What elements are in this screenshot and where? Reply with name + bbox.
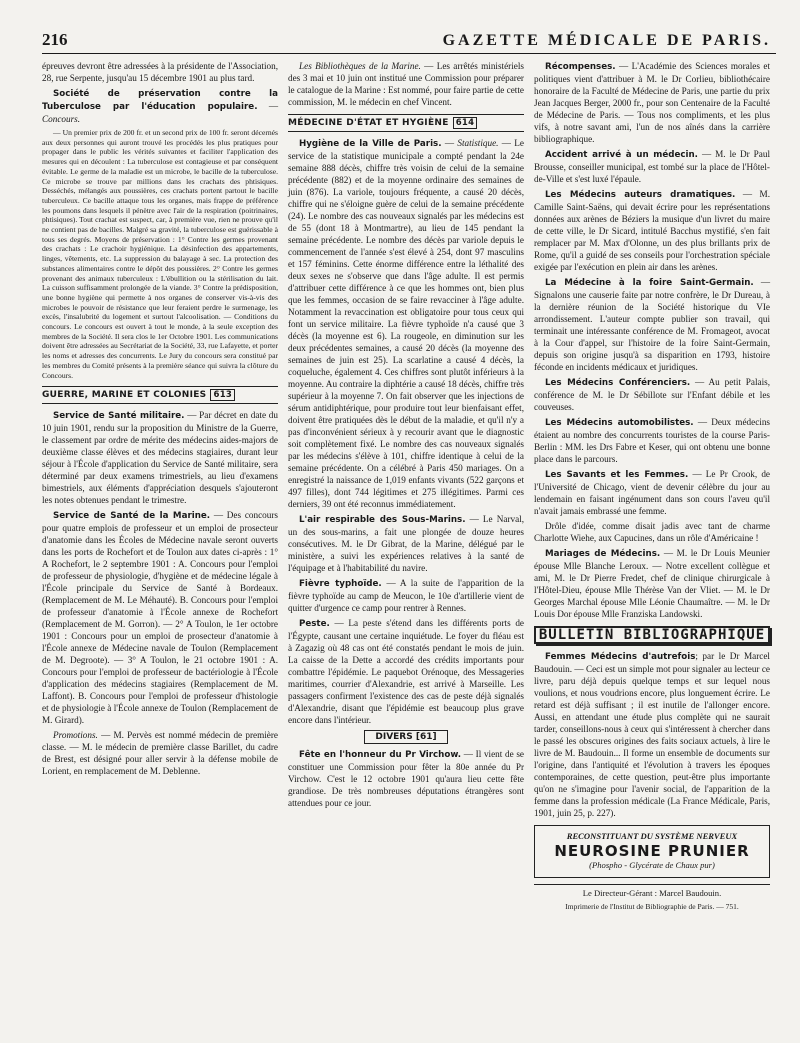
page-number: 216: [42, 30, 68, 49]
divers-label: DIVERS [61]: [364, 730, 447, 744]
article-body: — Un premier prix de 200 fr. et un second prix de 100 fr. seront décernés aux deux personnes qui auront trouvé les procédés les plus pratiques pour propager dans le public les vérités suivantes et faciliter l'application des mesures qui en découlent : La tuberculose est contagieuse et par conséquent évitable. Le germe de la maladie est un microbe, le bacille de la tuberculose. Ce microbe se trouve par millions dans les crachats des phtisiques. Desséchés, mélangés aux poussières, ces crachats portent partout le bacille tuberculeux. Ce bacille attaque tous les organes, mais frappe de préférence les poumons dans lesquels il pénètre avec l'air de la respiration (poitrinaires, phtisiques). Tout crachat est suspect, car, à première vue, rien ne prouve qu'il ne contient pas de bacilles. Malgré sa gravité, la tuberculose est guérissable à tous ses degrés. Moyens de préservation : 1° Contre les germes provenant des crachats : Le crachoir hygiénique. La désinfection des appartements, linges, vêtements, etc. La suppression du balayage à sec. La protection des substances alimentaires contre le dépôt des poussières. 2° Contre les germes provenant des animaux tuberculeux : L'ébullition ou la stérilisation du lait. La cuisson suffisamment prolongée de la viande. 3° Contre la prédisposition, une bonne hygiène qui permette à nos organes de conserver vis-à-vis des microbes le pouvoir de résistance que leur feraient perdre le surmenage, les excès, l'insalubrité du logement et surtout l'alcoolisation. — Conditions du concours. Le concours est ouvert à tout le monde, à la seule exception des membres de la Société. Il sera clos le 1er Octobre 1901. Les communications doivent être adressées au Secrétariat de la Société, 33, rue Lafayette, et porter les noms et adresses des concurrents. Le Jury du concours sera constitué par les membres du Comité présents à la première séance qui suivra la clôture du Concours.: [42, 128, 278, 380]
page-header: [42, 30, 776, 54]
article-body: ; par le Dr Marcel Baudouin. — Ceci est un simple mot pour signaler au lecteur ce livre, paru déjà depuis quelque temps et sur lequel nous voulions, et nous voudrions encore, plus longuement écrire. Le retard est déjà suffisant ; il est inutile de l'allonger encore. Aussi, en attendant une étude plus complète qui ne saurait tarder, conseillons-nous à ceux qui s'intéressent à chercher dans le passé les obscures origines des faits sociaux actuels, à lire le livre de M. Baudouin... Il forme un ensemble de documents sur l'origine, dans l'antiquité et l'évolution à travers les époques contemporaines, de cette question, peut-être plus importante qu'on ne s'imagine pour l'avenir social, de l'apparition de la femme dans la profession médicale (La France Médicale, Paris, 1901, juin 25, p. 227).: [534, 651, 770, 818]
article-body: — M. le Dr Louis Meunier épouse Mlle Blanche Leroux. — Notre excellent collègue et ami, M. le Dr Pierre Fredet, chef de clinique chirurgicale à l'Hôtel-Dieu, épouse Mlle Thérèse Van der Vliet. — M. le Dr Georges Marchal épouse Mlle Léonie Chaumaître. — M. le Dr Louis Dor épouse Mlle Franziska Landowski.: [534, 548, 771, 619]
divers-heading: [288, 730, 524, 743]
column-right: [534, 60, 770, 913]
article-body: — Au petit Palais, conférence de M. le Dr Sébillote sur l'Enfant débile et les couveuses.: [534, 377, 771, 412]
article-body: — La peste s'étend dans les différents ports de l'Égypte, causant une certaine inquiétude. Le foyer du fléau est à Zagazig où 48 cas ont été constatés pendant le mois de juin. La caisse de la Dette a accordé des crédits importants pour combattre l'épidémie. Le paquebot Orénoque, des Messageries maritimes, courrier d'Alexandrie, est arrivé à Marseille. Les passagers confirment l'existence des cas de peste déjà signalés d'Alexandrie, disant que l'épidémie est beaucoup plus grave encore dans l'intérieur.: [288, 618, 525, 725]
article-body: — M. le Dr Paul Brousse, conseiller municipal, est tombé sur la place de l'Hôtel-de-Ville et s'est luxé l'épaule.: [534, 149, 771, 184]
article-bibliotheques: [288, 60, 524, 108]
article-body: — Signalons une causerie faite par notre confrère, le Dr Dureau, à la dernière réunion de la Société historique du VIe arrondissement. L'auteur compte publier son travail, qui terminait une intéressante conférence de M. Fromageot, avocat à la Cour d'appel, sur l'histoire de la foire Saint-Germain, depuis son origine jusqu'à sa disparition en 1793, histoire féconde en incidents médicaux et juridiques.: [534, 277, 771, 372]
article-title: Peste.: [299, 619, 330, 629]
article-hygiene-paris: Hygiène de la Ville de Paris. — Statistique. — Le service de la statistique municipale a compté pendant la 24e semaine 888 décès, chiffre très voisin de celui de la semaine précédente (882) et de la moyenne ordinaire des semaines de juin (876). La variole, toujours fréquente, a causé 20 décès, chiffre qui ne s'éloigne guère de celui de la semaine précédente (24). Le nombre des cas nouveaux signalés par les médecins est de 55 (dont 18 à Montmartre), au lieu de 145 pendant la semaine précédente. Le nombre des décès par variole depuis le commencement de l'année s'est élevé à 254, dont 97 masculins et 157 féminins. Cette énorme différence entre la léthalité des deux sexes ne s'observe que dans l'âge adulte. Il est permis d'attribuer cette différence à ce que les hommes ont, bien plus que les femmes, occasion de se faire revacciner à l'âge adulte. Notamment la revaccination est obligatoire pour tous ceux qui font un service militaire. La fièvre typhoïde n'a causé que 3 décès (la moyenne est 6). La rougeole, en diminution sur les deux précédentes semaines, a causé 20 décès (la moyenne des semaines de juin est 25). La scarlatine a causé 4 décès, la coqueluche, également 4. Ces chiffres sont plutôt inférieurs à la moyenne. Au contraire la diphtérie a causé 18 décès, chiffre très supérieur à la moyenne 7. On fait observer que les injections de sérum antidiphtérique, pour produire tout leur bienfaisant effet, doivent être pratiquées dès le début de la maladie, et qu'il n'y a pas d'inconvénient sérieux à y recourir avant que le diagnostic soit complètement fixé. Le nombre des cas nouveaux signalés par les médecins s'élève à 101, chiffre identique à celui de la semaine précédente. On a célébré à Paris 450 mariages. On a enregistré la naissance de 1,019 enfants vivants (522 garçons et 497 filles), dont 744 légitimes et 275 illégitimes. Parmi ces derniers, 39 ont été reconnus immédiatement.: [288, 138, 524, 509]
article-title: La Médecine à la foire Saint-Germain.: [545, 278, 754, 288]
article-mariages: [534, 547, 770, 620]
article-virchow: [288, 748, 524, 809]
article-foire-saint-germain: [534, 276, 770, 373]
article-title: Les Médecins Conférenciers.: [545, 378, 691, 388]
imprimerie-line: Imprimerie de l'Institut de Bibliographie de Paris. — 751.: [565, 902, 739, 911]
article-automobilistes: [534, 416, 770, 465]
article-conferenciers: [534, 376, 770, 413]
article-body: — Le Narval, un des sous-marins, a fait une plongée de douze heures consécutives. M. le Dr Gibrat, de la Marine, délégué par le ministère, a suivi les expériences relatives à la santé de l'équipage et à l'habitabilité du navire.: [288, 514, 524, 573]
article-title: Mariages de Médecins.: [545, 549, 661, 559]
article-body: — M. Pervès est nommé médecin de première classe. — M. le médecin de première classe Barillet, du cadre de Brest, est désigné pour aller servir à la défense mobile de Lorient, en remplacement de M. Deblenne.: [42, 730, 278, 777]
article-auteurs-dramatiques: [534, 188, 770, 273]
article-title: Les Médecins automobilistes.: [545, 418, 694, 428]
column-middle: [288, 60, 524, 913]
article-body: — Il vient de se constituer une Commission pour fêter la 80e année du Pr Virchow. C'est le 12 octobre 1901 qu'aura lieu cette fête grandiose. De très nombreuses députations étrangères sont attendues pour ce jour.: [288, 749, 525, 808]
section-title: GUERRE, MARINE ET COLONIES: [42, 390, 207, 401]
article-title: Femmes Médecins d'autrefois: [545, 652, 696, 662]
article-fievre-typhoide: [288, 577, 524, 614]
article-body: — Deux médecins étaient au nombre des concurrents touristes de la course Paris-Berlin : MM. les Drs Fabre et Keser, qui ont obtenu une bonne place dans le parcours.: [534, 417, 770, 464]
column-left: [42, 60, 278, 913]
section-code: 613: [210, 389, 235, 401]
article-service-sante-marine: [42, 509, 278, 726]
bulletin-bibliographique-banner: BULLETIN BIBLIOGRAPHIQUE: [534, 626, 770, 644]
paragraph: Drôle d'idée, comme disait jadis avec tant de charme Charlotte Wiehe, aux Capucines, dans un rôle d'Américaine !: [534, 521, 770, 543]
article-title: Société de préservation contre la Tuberculose par l'éducation populaire.: [42, 89, 278, 112]
text-columns: [42, 60, 776, 913]
ad-product-name: NEUROSINE PRUNIER: [554, 842, 750, 860]
article-accident: [534, 148, 770, 185]
article-title: Accident arrivé à un médecin.: [545, 150, 698, 160]
article-title: Les Savants et les Femmes.: [545, 470, 689, 480]
article-body: — Les arrêtés ministériels des 3 mai et 10 juin ont institué une Commission pour préparer le catalogue de la Marine : Est nommé, pour faire partie de cette commission, M. le médecin en chef Vincent.: [288, 61, 524, 107]
article-title: Fête en l'honneur du Pr Virchow.: [299, 750, 462, 760]
ad-subtitle: (Phospho - Glycérate de Chaux pur): [589, 860, 715, 870]
article-title: Fièvre typhoïde.: [299, 579, 382, 589]
article-body: — Des concours pour quatre emplois de professeur et un emploi de prosecteur d'anatomie dans les Écoles de Médecine navale seront ouverts dans les ports de Rochefort et de Toulon aux dates ci-après : 1° A Rochefort, le 2 septembre 1901 : A. Concours pour l'emploi de professeur de physiologie, d'hygiène et de médecine légale à l'École principale du Service de Santé à Bordeaux. (Remplacement de M. Le Méhauté). B. Concours pour l'emploi de professeur d'anatomie à l'École annexe de Rochefort (Remplacement de M. Gorron). — 2° A Toulon, le 1er octobre 1901 : Concours pour un emploi de prosecteur d'anatomie à l'École annexe de Médecine navale de Toulon (Remplacement de M. Degroote). — 3° A Toulon, le 21 octobre 1901 : A. Concours pour l'emploi de professeur de bactériologie à l'École d'application des médecins stagiaires (Remplacement de M. Laffont). B. Concours pour l'emploi de professeur d'histologie et de physiologie à l'École annexe de Toulon (Remplacement de M. Girard).: [42, 510, 279, 726]
article-body: — A la suite de l'apparition de la fièvre typhoïde au camp de Meucon, le 10e d'artillerie vient de quitter d'urgence ce camp pour rentrer à Rennes.: [288, 578, 525, 613]
article-promotions: [42, 729, 278, 777]
advertisement-neurosine: [534, 825, 770, 878]
article-title: Hygiène de la Ville de Paris.: [299, 139, 442, 149]
section-title: MÉDECINE D'ÉTAT ET HYGIÈNE: [288, 118, 449, 128]
article-body: — Par décret en date du 10 juin 1901, rendu sur la proposition du Ministre de la Guerre, le classement par ordre de mérite des médecins aides-majors de deuxième classe élèves et des médecins stagiaires, durant leur séjour à l'École d'application du Service de Santé militaire, sera déterminé par deux examens trimestriels, au lieu d'examens bimestriels, aux éléments d'appréciation desquels s'ajouteront les notes obtenues pendant le trimestre.: [42, 410, 278, 506]
directeur-gerant: Le Directeur-Gérant : Marcel Baudouin.: [534, 884, 770, 899]
article-body: — Le service de la statistique municipale a compté pendant la 24e semaine 888 décès, chiffre très voisin de celui de la semaine précédente (882) et de la moyenne ordinaire des semaines de juin (876). La variole, toujours fréquente, a causé 20 décès, chiffre qui ne s'éloigne guère de celui de la semaine précédente (24). Le nombre des cas nouveaux signalés par les médecins est de 55 (dont 18 à Montmartre), au lieu de 145 pendant la semaine précédente. Le nombre des décès par variole depuis le commencement de l'année s'est élevé à 254, dont 97 masculins et 157 féminins. Cette énorme différence entre la léthalité des deux sexes ne s'observe que dans l'âge adulte. Il est permis d'attribuer cette différence à ce que les hommes ont, bien plus que les femmes, occasion de se faire revacciner à l'âge adulte. Notamment la revaccination est obligatoire pour tous ceux qui font un service militaire. La fièvre typhoïde n'a causé que 3 décès (la moyenne est 6). La rougeole, en diminution sur les deux précédentes semaines, a causé 20 décès (la moyenne des semaines de juin est 25). La scarlatine a causé 4 décès, la coqueluche, également 4. Ces chiffres sont plutôt inférieurs à la moyenne. Au contraire la diphtérie a causé 18 décès, chiffre très supérieur à la moyenne 7. On fait observer que les injections de sérum antidiphtérique, pour produire tout leur bienfaisant effet, doivent être pratiquées dès le début de la maladie, et qu'il n'y a pas d'inconvénient sérieux à y recourir avant que le diagnostic soit complètement fixé. Le nombre des cas nouveaux signalés par les médecins s'élève à 101, chiffre identique à celui de la semaine précédente. On a célébré à Paris 450 mariages. On a enregistré la naissance de 1,019 enfants vivants (522 garçons et 497 filles), dont 744 légitimes et 275 illégitimes. Parmi ces derniers, 39 ont été reconnus immédiatement.: [288, 138, 524, 509]
article-savants-femmes: [534, 468, 770, 517]
article-title: Les Bibliothèques de la Marine.: [299, 61, 421, 71]
article-tuberculose: Société de préservation contre la Tuberculose par l'éducation populaire. — Concours.: [42, 89, 278, 124]
section-heading: [42, 386, 278, 404]
section-heading: [288, 114, 524, 132]
article-tag: Concours.: [42, 114, 81, 124]
article-title: Récompenses.: [545, 62, 616, 72]
article-title: Promotions.: [53, 730, 98, 741]
article-recompenses: [534, 60, 770, 145]
ad-tagline: RECONSTITUANT DU SYSTÈME NERVEUX: [566, 831, 738, 841]
article-title: Service de Santé de la Marine.: [53, 511, 211, 522]
paragraph: épreuves devront être adressées à la présidente de l'Association, 28, rue Serpente, jusqu'au 15 décembre 1901 au plus tard.: [42, 61, 278, 83]
article-service-sante-militaire: [42, 409, 278, 506]
article-tag: Statistique.: [457, 138, 499, 148]
article-title: L'air respirable des Sous-Marins.: [299, 515, 466, 525]
article-body: — M. Camille Saint-Saëns, qui devait écrire pour les représentations données aux arènes de Béziers la musique d'un livret du maire de cette ville, le Dr Sicard, intitulé Bacchus mystifié, s'en fait remplacer par M. Max d'Olonne, un des plus brillants prix de Rome, qu'il a guidé de ses conseils pour l'orchestration spéciale exigée par l'exécution en plein air dans les arènes.: [534, 189, 771, 272]
section-code: 614: [453, 117, 478, 129]
article-femmes-medecins: [534, 650, 770, 819]
article-body: — Le Pr Crook, de l'Université de Chicago, vient de devenir célèbre du jour au lendemain en faisant ingénument dans son cours l'aveu qu'il n'avait jamais embrassé une femme.: [534, 469, 771, 516]
article-sous-marins: [288, 513, 524, 574]
article-title: Service de Santé militaire.: [53, 411, 185, 422]
article-peste: [288, 617, 524, 726]
article-title: Les Médecins auteurs dramatiques.: [545, 190, 736, 200]
journal-title: GAZETTE MÉDICALE DE PARIS.: [442, 32, 771, 49]
article-body: — L'Académie des Sciences morales et politiques vient d'attribuer à M. le Dr Corlieu, bibliothécaire honoraire de la Faculté de Médecine de Paris, une partie du prix Jean Jacques Berger, 2000 fr., pour son Centenaire de la Faculté de Médecine de Paris. — Tous nos compliments, et les plus vifs, à notre savant ami, l'un de nos aînés dans la carrière bibliographique.: [534, 61, 770, 144]
